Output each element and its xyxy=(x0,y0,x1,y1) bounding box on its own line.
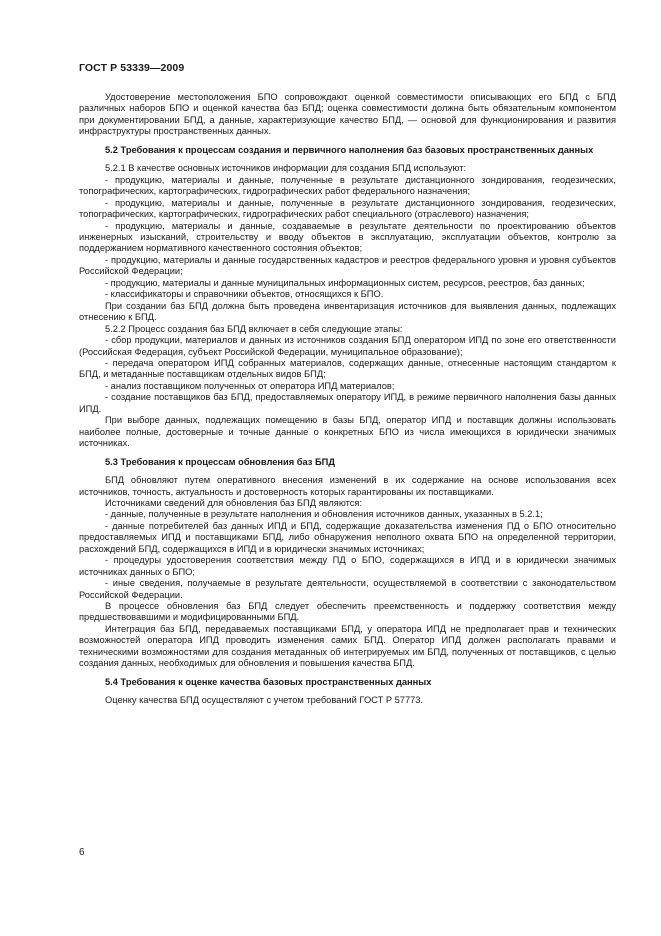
paragraph: Источниками сведений для обновления баз БПД являются: xyxy=(105,497,363,508)
paragraph-5-2-1: 5.2.1 В качестве основных источников информации для создания БПД используют: xyxy=(105,163,467,174)
section-5-4-title: 5.4 Требования к оценке качества базовых пространственных данных xyxy=(105,676,432,687)
list-item: - передача оператором ИПД собранных материалов, содержащих данные, отнесенные настоящим стандартом к БПД, и метаданные поставщикам отдельных видов БПД; xyxy=(79,357,616,380)
list-item: - процедуры удостоверения соответствия между ПД о БПО, содержащихся в ИПД и в юридически значимых источниках данных о БПО; xyxy=(79,555,616,577)
intro-paragraph: Удостоверение местоположения БПО сопровождают оценкой совместимости описывающих его БПД с БПД различных наборов БПО и оценкой качества баз БПД; оценка совместимости должна быть обязательным компонентом при документировании БПД, а данные, характеризующие качество БПД, — основой для функционирования и развития инфраструктуры пространственных данных. xyxy=(79,92,616,137)
list-item: - создание поставщиков баз БПД, предоставляемых оператору ИПД, в режиме первичного наполнения базы данных ИПД. xyxy=(79,392,616,414)
list-item: - сбор продукции, материалов и данных из источников создания БПД оператором ИПД по зоне его ответственности (Российская Федерация, субъект Российской Федерации, муниципальное образование); xyxy=(79,335,616,357)
list-item: - продукцию, материалы и данные государственных кадастров и реестров федерального уровня и уровня субъектов Российской Федерации; xyxy=(79,254,616,277)
document-header: ГОСТ Р 53339—2009 xyxy=(79,62,185,74)
list-item: - продукцию, материалы и данные, создаваемые в результате деятельности по проектированию объектов инженерных изысканий, строительству и вводу объектов в эксплуатацию, эксплуатации объектов, контролю за поддержанием нормативного качественного состояния объектов; xyxy=(79,220,616,254)
list-item: - продукцию, материалы и данные муниципальных информационных систем, ресурсов, реестров, баз данных; xyxy=(105,277,585,288)
list-item: - анализ поставщиком полученных от оператора ИПД материалов; xyxy=(105,380,395,391)
paragraph: Оценку качества БПД осуществляют с учетом требований ГОСТ Р 57773. xyxy=(105,695,424,706)
list-item: - продукцию, материалы и данные, полученные в результате дистанционного зондирования, геодезических, топографических, картографических, гидрографических работ специального (отраслевого) назначения; xyxy=(79,197,616,220)
list-item: - данные, полученные в результате наполнения и обновления источников данных, указанных в 5.2.1; xyxy=(105,509,543,520)
paragraph: При создании баз БПД должна быть проведена инвентаризация источников для выявления данных, подлежащих отнесению к БПД. xyxy=(79,300,616,323)
section-5-3-title: 5.3 Требования к процессам обновления баз БПД xyxy=(105,456,335,467)
list-item: - иные сведения, получаемые в результате деятельности, осуществляемой в соответствии с законодательством Российской Федерации. xyxy=(79,578,616,600)
page-number: 6 xyxy=(79,847,85,858)
paragraph: При выборе данных, подлежащих помещению в базы БПД, оператор ИПД и поставщик должны использовать наиболее полные, достоверные и точные данные о конкретных БПО из числа имеющихся в юридически значимых источниках. xyxy=(79,415,616,449)
document-body xyxy=(79,92,616,707)
list-item: - классификаторы и справочники объектов, относящихся к БПО. xyxy=(105,289,384,300)
list-item: - данные потребителей баз данных ИПД и БПД, содержащие доказательства изменения ПД о БПО относительно предоставляемых ИПД и поставщиками БПД, либо обнаружения неполного охвата БПО на определенной территории, расхождений БПД, содержащихся в ИПД и в юридически значимых источниках; xyxy=(79,520,616,554)
paragraph: Интеграция баз БПД, передаваемых поставщиками БПД, у оператора ИПД не предполагает прав и технических возможностей оператора ИПД проводить изменения самих БПД. Оператор ИПД должен располагать правами и техническими возможностями для создания метаданных об интегрируемых им БПД, полученных от поставщиков, с целью создания данных, необходимых для обновления и повышения качества БПД. xyxy=(79,623,616,669)
paragraph-5-2-2: 5.2.2 Процесс создания баз БПД включает в себя следующие этапы: xyxy=(105,323,403,334)
paragraph: БПД обновляют путем оперативного внесения изменений в их содержание на основе использования всех источников, точность, актуальность и достоверность которых гарантированы их поставщиками. xyxy=(79,475,616,497)
paragraph: В процессе обновления баз БПД следует обеспечить преемственность и поддержку соответствия между предшествовавшими и модифицированными БПД. xyxy=(79,601,616,623)
section-5-2-title: 5.2 Требования к процессам создания и первичного наполнения баз базовых пространственных данных xyxy=(105,144,594,155)
list-item: - продукцию, материалы и данные, полученные в результате дистанционного зондирования, геодезических, топографических, картографических, гидрографических работ федерального назначения; xyxy=(79,174,616,197)
